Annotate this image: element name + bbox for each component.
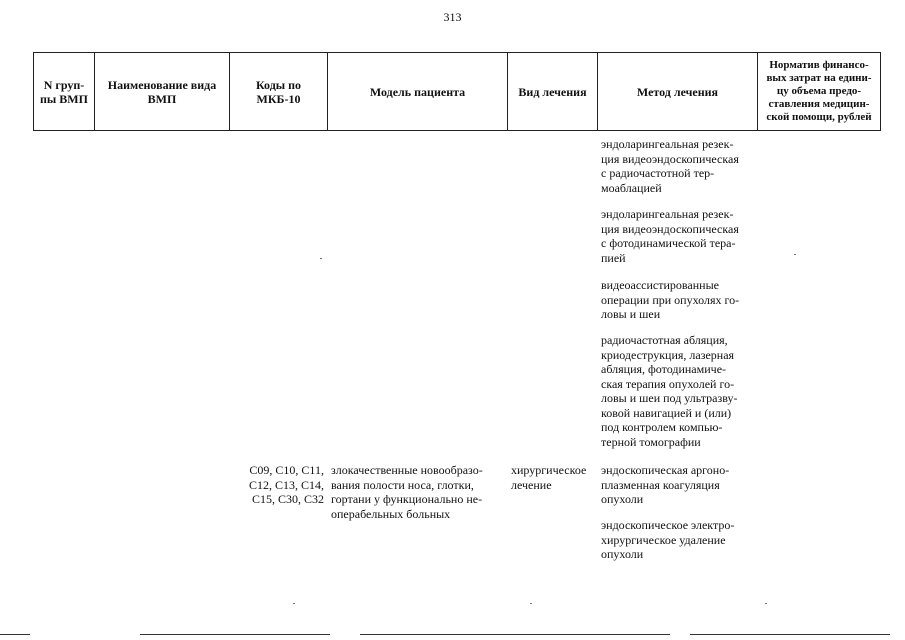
header-icd-codes: Коды по МКБ-10	[230, 53, 328, 131]
header-vmp-name: Наименование вида ВМП	[95, 53, 230, 131]
patient-model-cell: злокачественные новообразо- вания полости носа, глотки, гортани у функционально не- операбельных больных	[331, 463, 483, 521]
page-bottom-rule	[0, 634, 30, 635]
page-number: 313	[443, 10, 462, 24]
method-item: эндоскопическая аргоно- плазменная коагуляция опухоли	[601, 463, 730, 506]
scan-speck	[765, 603, 767, 604]
method-item: эндоларингеальная резек- ция видеоэндоскопическая с фотодинамической тера- пией	[601, 207, 739, 265]
method-item: эндоскопическое электро- хирургическое удаление опухоли	[601, 518, 735, 561]
method-item: эндоларингеальная резек- ция видеоэндоскопическая с радиочастотной тер- моаблацией	[601, 137, 739, 195]
icd-codes-cell: C09, C10, C11, C12, C13, C14, C15, C30, C32	[248, 463, 324, 506]
table-header	[33, 52, 881, 131]
scan-speck	[293, 603, 295, 604]
page-bottom-rule	[140, 634, 330, 635]
header-treatment-method: Метод лечения	[598, 53, 758, 131]
method-item: видеоассистированные операции при опухолях го- ловы и шеи	[601, 278, 740, 321]
header-patient-model: Модель пациента	[328, 53, 508, 131]
header-group-number: N груп- пы ВМП	[34, 53, 95, 131]
scan-speck	[320, 258, 322, 259]
treatment-type-cell: хирургическое лечение	[511, 463, 587, 492]
header-treatment-type: Вид лечения	[508, 53, 598, 131]
scan-speck	[530, 603, 532, 604]
page-bottom-rule	[690, 634, 890, 635]
method-item: радиочастотная абляция, криодеструкция, лазерная абляция, фотодинамиче- ская терапия опухолей го- ловы и шеи под ультразву- ковой навигацией и (или) под контролем компью- терной томографии	[601, 333, 738, 449]
page-bottom-rule	[360, 634, 670, 635]
scan-speck	[794, 254, 796, 255]
header-cost-norm: Норматив финансо- вых затрат на едини- цу объема предо- ставления медицин- ской помощи, рублей	[758, 53, 881, 131]
